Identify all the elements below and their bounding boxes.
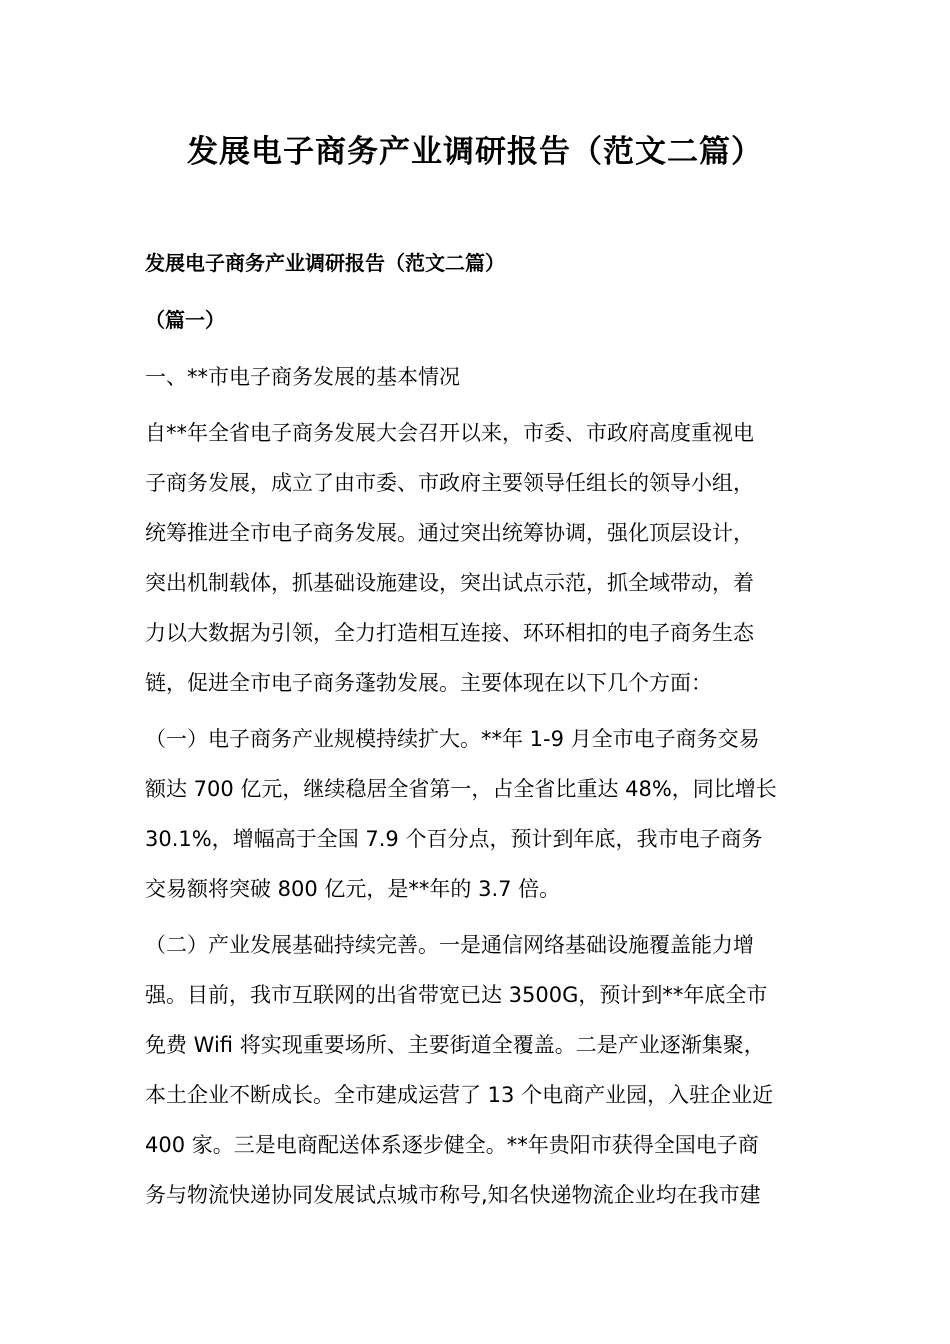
paragraph-line: 本土企业不断成长。全市建成运营了 13 个电商产业园，入驻企业近 xyxy=(145,1083,774,1107)
paragraph-line: 强。目前，我市互联网的出省带宽已达 3500G，预计到**年底全市 xyxy=(145,983,768,1007)
paragraph-1 xyxy=(145,408,815,708)
paragraph-line: 免费 Wifi 将实现重要场所、主要街道全覆盖。二是产业逐渐集聚， xyxy=(145,1033,765,1057)
paragraph-2 xyxy=(145,714,815,914)
paragraph-line: 自**年全省电子商务发展大会召开以来，市委、市政府高度重视电 xyxy=(145,421,754,445)
paragraph-line: （一）电子商务产业规模持续扩大。**年 1-9 月全市电子商务交易 xyxy=(145,727,760,751)
paragraph-line: 30.1%，增幅高于全国 7.9 个百分点，预计到年底，我市电子商务 xyxy=(145,827,763,851)
paragraph-3 xyxy=(145,920,815,1220)
part-label: （篇一） xyxy=(145,308,225,332)
paragraph-line: 力以大数据为引领，全力打造相互连接、环环相扣的电子商务生态 xyxy=(145,621,754,645)
paragraph-line: 务与物流快递协同发展试点城市称号,知名快递物流企业均在我市建 xyxy=(145,1183,761,1207)
document-subtitle: 发展电子商务产业调研报告（范文二篇） xyxy=(145,251,505,275)
paragraph-line: 链，促进全市电子商务蓬勃发展。主要体现在以下几个方面： xyxy=(145,671,712,695)
document-title: 发展电子商务产业调研报告（范文二篇） xyxy=(187,134,763,170)
paragraph-line: 额达 700 亿元，继续稳居全省第一，占全省比重达 48%，同比增长 xyxy=(145,777,777,801)
paragraph-line: （二）产业发展基础持续完善。一是通信网络基础设施覆盖能力增 xyxy=(145,933,754,957)
paragraph-line: 统筹推进全市电子商务发展。通过突出统筹协调，强化顶层设计， xyxy=(145,521,754,545)
paragraph-line: 交易额将突破 800 亿元，是**年的 3.7 倍。 xyxy=(145,877,561,901)
paragraph-line: 子商务发展，成立了由市委、市政府主要领导任组长的领导小组， xyxy=(145,471,754,495)
paragraph-line: 400 家。三是电商配送体系逐步健全。**年贵阳市获得全国电子商 xyxy=(145,1133,759,1157)
section-heading: 一、**市电子商务发展的基本情况 xyxy=(145,365,460,389)
paragraph-line: 突出机制载体，抓基础设施建设，突出试点示范，抓全域带动，着 xyxy=(145,571,754,595)
document-body xyxy=(145,240,815,1220)
